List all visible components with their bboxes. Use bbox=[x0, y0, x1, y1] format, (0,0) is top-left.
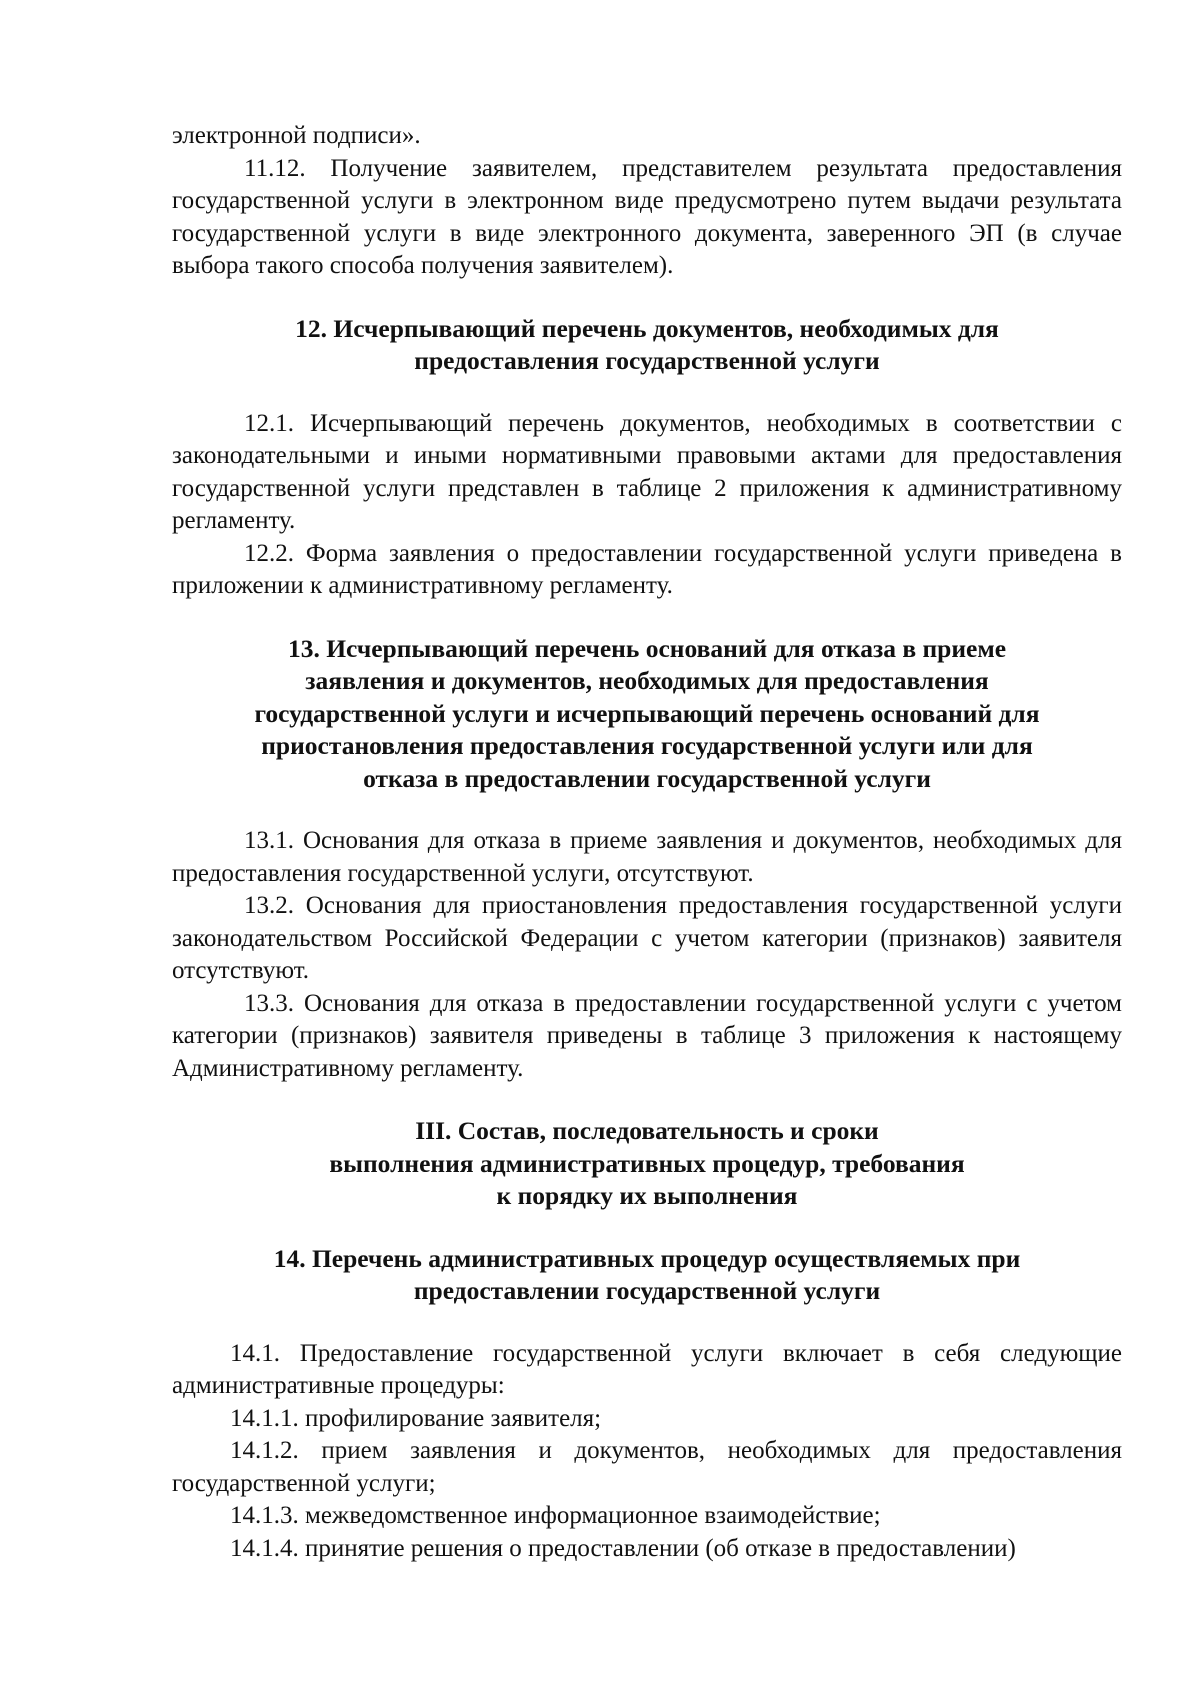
paragraph-14-1-1: 14.1.1. профилирование заявителя; bbox=[230, 1404, 602, 1432]
heading-line: 12. Исчерпывающий перечень документов, необходимых для bbox=[295, 313, 999, 343]
heading-line: предоставлении государственной услуги bbox=[413, 1276, 881, 1305]
paragraph-13-1: 13.1. Основания для отказа в приеме заявления и документов, необходимых для предоставления государственной услуги, отсутствуют. bbox=[172, 827, 1122, 887]
paragraph-14-1-4: 14.1.4. принятие решения о предоставлении (об отказе в предоставлении) bbox=[230, 1534, 1016, 1562]
paragraph-13-2: 13.2. Основания для приостановления предоставления государственной услуги законодательством Российской Федерации с учетом категории (признаков) заявителя отсутствуют. bbox=[172, 892, 1122, 984]
paragraph-13-3: 13.3. Основания для отказа в предоставлении государственной услуги с учетом категории (признаков) заявителя приведены в таблице 3 приложения к настоящему Административному регламенту. bbox=[172, 989, 1122, 1082]
heading-line: III. Состав, последовательность и сроки bbox=[415, 1116, 879, 1145]
section-12-heading bbox=[172, 313, 1122, 378]
heading-line: государственной услуги и исчерпывающий перечень оснований для bbox=[254, 698, 1040, 728]
heading-line: отказа в предоставлении государственной услуги bbox=[363, 763, 931, 793]
paragraph-continuation: электронной подписи». bbox=[172, 122, 421, 149]
heading-line: приостановления предоставления государственной услуги или для bbox=[261, 731, 1033, 760]
paragraph-14-1: 14.1. Предоставление государственной услуги включает в себя следующие административные процедуры: bbox=[172, 1339, 1122, 1399]
heading-line: выполнения административных процедур, требования bbox=[329, 1148, 965, 1178]
paragraph-12-1: 12.1. Исчерпывающий перечень документов, необходимых в соответствии с законодательными и иными нормативными правовыми актами для предоставления государственной услуги представлен в таблице 2 приложения к административному регламенту. bbox=[172, 409, 1122, 534]
paragraph-14-1-2: 14.1.2. прием заявления и документов, необходимых для предоставления государственной услуги; bbox=[172, 1437, 1122, 1497]
heading-line: 14. Перечень административных процедур осуществляемых при bbox=[273, 1243, 1021, 1273]
heading-line: заявления и документов, необходимых для предоставления bbox=[305, 666, 989, 695]
heading-line: 13. Исчерпывающий перечень оснований для отказа в приеме bbox=[287, 633, 1007, 663]
heading-line: к порядку их выполнения bbox=[496, 1181, 798, 1210]
document-body bbox=[172, 120, 1122, 1565]
section-13-heading bbox=[172, 633, 1122, 796]
section-14-heading bbox=[172, 1243, 1122, 1308]
paragraph-12-2: 12.2. Форма заявления о предоставлении государственной услуги приведена в приложении к административному регламенту. bbox=[172, 539, 1122, 599]
heading-line: предоставления государственной услуги bbox=[414, 346, 880, 375]
section-III-heading bbox=[172, 1115, 1122, 1213]
paragraph-14-1-3: 14.1.3. межведомственное информационное взаимодействие; bbox=[230, 1502, 881, 1529]
paragraph-11-12: 11.12. Получение заявителем, представителем результата предоставления государственной услуги в электронном виде предусмотрено путем выдачи результата государственной услуги в виде электронного документа, заверенного ЭП (в случае выбора такого способа получения заявителем). bbox=[172, 154, 1122, 279]
